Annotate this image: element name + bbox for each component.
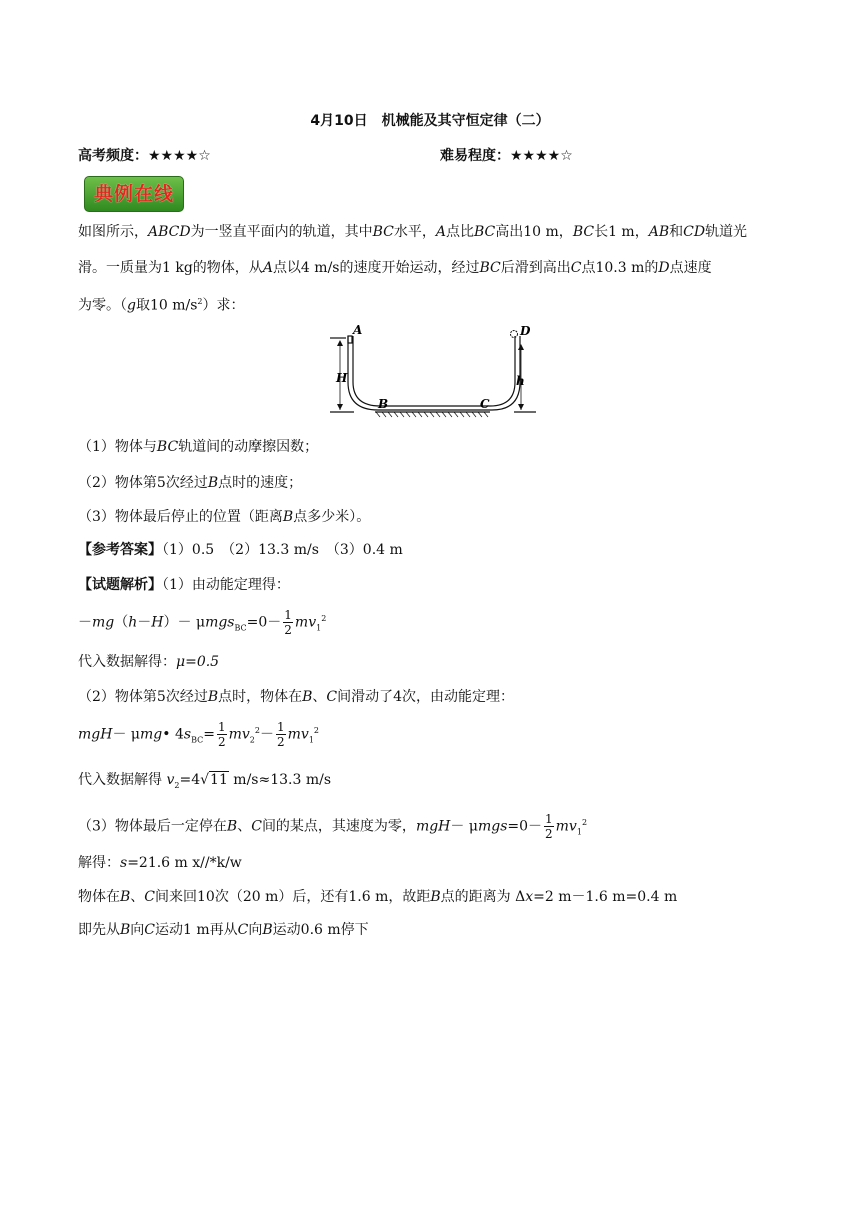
track-curve [348, 336, 520, 410]
label-B: B [378, 397, 389, 411]
answer-text: （1）0.5 （2）13.3 m/s （3）0.4 m [162, 542, 403, 558]
exam-frequency: 高考频度：★★★★☆ [78, 148, 211, 164]
ball-D [511, 331, 518, 338]
question-2: （2）物体第5次经过B点时的速度； [78, 475, 303, 491]
analysis-line-1: 【试题解析】（1）由动能定理得： [78, 577, 290, 593]
page-title: 4月10日 机械能及其守恒定律（二） [310, 113, 550, 129]
label-h: h [516, 374, 525, 388]
answer-line [78, 540, 403, 560]
question-3: （3）物体最后停止的位置（距离B点多少米）。 [78, 509, 371, 525]
example-badge: 典例在线 [84, 176, 184, 212]
analysis-line-8: 即先从B向C运动1 m再从C向B运动0.6 m停下 [78, 922, 369, 938]
problem-line-3: 为零。（g取10 $m/s^2$）求： [78, 297, 245, 314]
equation-2: mgH－ μmg• $4s_{BC}=$ $\frac{1}{2}$ $mv_2^2-$ $\frac{1}{2}$ $mv_1^2$ [78, 720, 319, 749]
analysis-line-7: 物体在B、C间来回10次（20 m）后，还有1.6 m，故距B点的距离为 Δx=2 m－1.6 m=0.4 m [78, 889, 678, 905]
label-D: D [520, 324, 531, 338]
difficulty-level: 难易程度：★★★★☆ [440, 148, 573, 164]
question-1: （1）物体与BC轨道间的动摩擦因数； [78, 439, 319, 455]
label-A: A [353, 323, 363, 337]
analysis-line-4: 代入数据解得 $v_2=4√11$ m/s≈13.3 m/s [78, 772, 332, 790]
label-C: C [480, 397, 490, 411]
analysis-line-2: 代入数据解得：μ=0.5 [78, 654, 220, 670]
answer-label: 【参考答案】 [78, 542, 162, 558]
block-A [348, 336, 352, 343]
track-diagram [320, 322, 540, 422]
analysis-line-6: 解得：s=21.6 m x//*k/w [78, 855, 242, 871]
problem-line-2: 滑。一质量为1 kg的物体，从A点以4 m/s的速度开始运动，经过BC后滑到高出C点10.3 m的D点速度 [78, 260, 712, 276]
analysis-line-3: （2）物体第5次经过B点时，物体在B、C间滑动了4次，由动能定理： [78, 689, 515, 705]
track-inner-curve [353, 336, 515, 406]
label-H: H [336, 371, 348, 385]
problem-line-1: 如图所示，ABCD为一竖直平面内的轨道，其中BC水平，A点比BC高出10 m，BC长1 m，AB和CD轨道光 [78, 224, 748, 240]
analysis-label: 【试题解析】 [78, 577, 162, 593]
equation-1: －mg（h－H）－ μmgs$_{BC}$=0－ $\frac{1}{2}$ $mv_1^2$ [78, 608, 327, 637]
analysis-line-5: （3）物体最后一定停在B、C间的某点，其速度为零，mgH－ μmgs=0－ $\frac{1}{2}$ $mv_1^2$ [78, 812, 588, 841]
